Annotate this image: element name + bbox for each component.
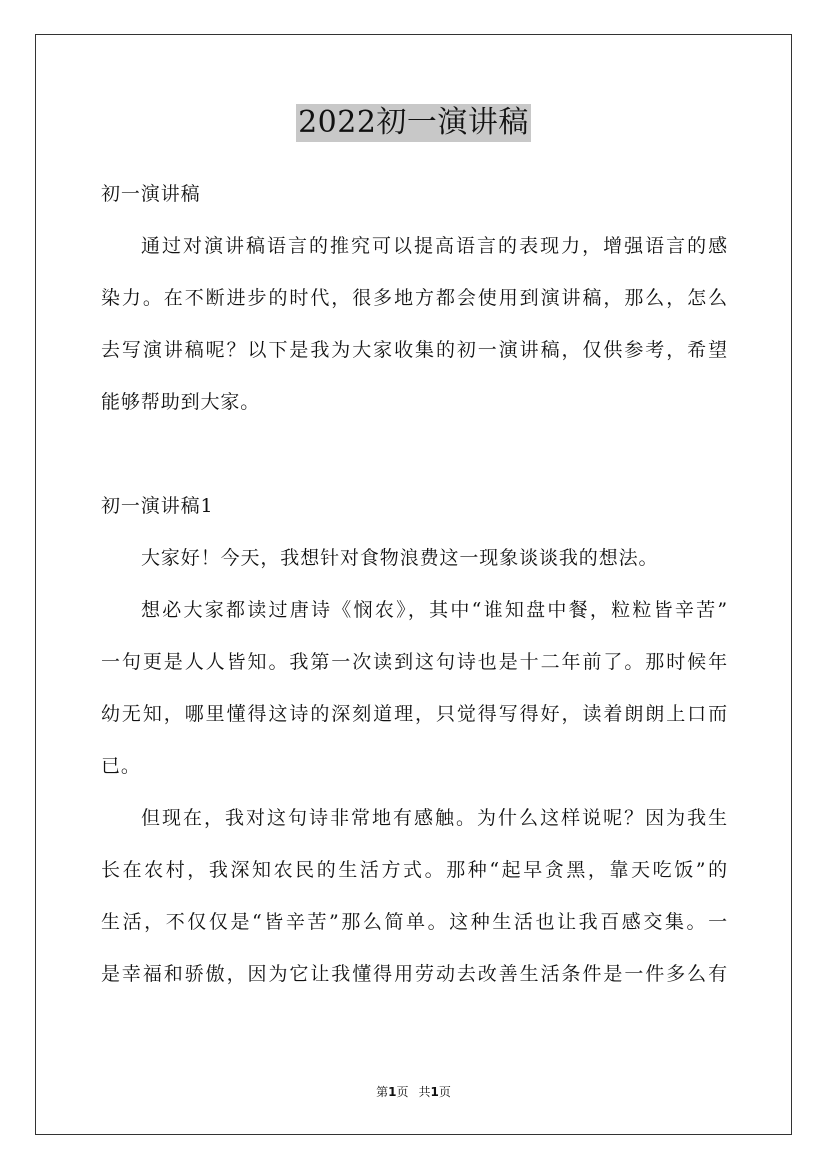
para1-line: 大家好！今天，我想针对食物浪费这一现象谈谈我的想法。 xyxy=(141,547,659,569)
title-wrap xyxy=(0,104,827,142)
intro-line: 染力。在不断进步的时代，很多地方都会使用到演讲稿，那么，怎么 xyxy=(101,287,728,309)
document-body xyxy=(101,168,728,1000)
section-heading: 初一演讲稿1 xyxy=(101,495,214,517)
para2-line: 已。 xyxy=(101,755,141,777)
page-prefix: 第 xyxy=(376,1085,389,1099)
para2-line: 一句更是人人皆知。我第一次读到这句诗也是十二年前了。那时候年 xyxy=(101,651,728,673)
page-footer xyxy=(0,1083,827,1100)
page-total: 1 xyxy=(430,1085,439,1099)
intro-line: 通过对演讲稿语言的推究可以提高语言的表现力，增强语言的感 xyxy=(141,235,728,257)
total-prefix: 共 xyxy=(418,1085,431,1099)
intro-line: 能够帮助到大家。 xyxy=(101,391,261,413)
intro-line: 去写演讲稿呢？以下是我为大家收集的初一演讲稿，仅供参考，希望 xyxy=(101,339,728,361)
paragraph-gap xyxy=(101,428,728,480)
total-suffix: 页 xyxy=(438,1085,451,1099)
para3-line: 但现在，我对这句诗非常地有感触。为什么这样说呢？因为我生 xyxy=(141,807,728,829)
para3-line: 生活，不仅仅是“皆辛苦”那么简单。这种生活也让我百感交集。一 xyxy=(101,911,728,933)
document-title: 2022初一演讲稿 xyxy=(298,105,529,140)
para3-line: 是幸福和骄傲，因为它让我懂得用劳动去改善生活条件是一件多么有 xyxy=(101,963,728,985)
page-suffix: 页 xyxy=(396,1085,409,1099)
para2-line: 想必大家都读过唐诗《悯农》，其中“谁知盘中餐，粒粒皆辛苦” xyxy=(141,599,728,621)
subtitle: 初一演讲稿 xyxy=(101,183,201,205)
para3-line: 长在农村，我深知农民的生活方式。那种“起早贪黑，靠天吃饭”的 xyxy=(101,859,728,881)
page-current: 1 xyxy=(388,1085,397,1099)
para2-line: 幼无知，哪里懂得这诗的深刻道理，只觉得写得好，读着朗朗上口而 xyxy=(101,703,728,725)
